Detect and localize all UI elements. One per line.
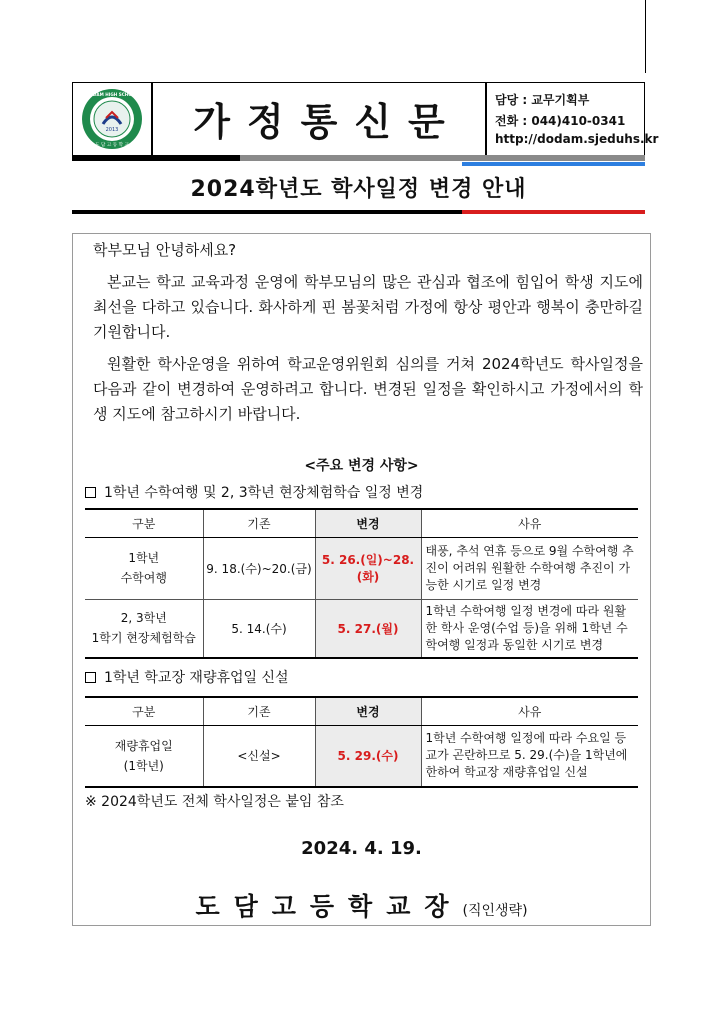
contact-info [486, 82, 659, 155]
school-logo [72, 82, 152, 155]
table-row [85, 725, 638, 787]
original-date: 9. 18.(수)~20.(금) [203, 537, 315, 599]
contact-website[interactable]: http://dodam.sjeduhs.kr [495, 132, 659, 146]
category-cell [85, 599, 203, 658]
section1-heading-text: 1학년 수학여행 및 2, 3학년 현장체험학습 일정 변경 [104, 485, 424, 501]
category-line: 2, 3학년 [120, 611, 167, 625]
svg-text:도 담 고 등 학 교: 도 담 고 등 학 교 [94, 142, 129, 148]
greeting: 학부모님 안녕하세요? [93, 241, 237, 259]
title-rule-red [462, 210, 645, 214]
table-row [85, 599, 638, 658]
issue-date: 2024. 4. 19. [301, 838, 422, 859]
contact-border [486, 0, 646, 73]
table-row [85, 537, 638, 599]
section-heading: <주요 변경 사항> [304, 458, 419, 474]
changed-date: 5. 26.(일)~28.(화) [315, 537, 421, 599]
category-line: (1학년) [123, 758, 164, 773]
svg-text:DODAM HIGH SCHOOL: DODAM HIGH SCHOOL [85, 91, 138, 97]
column-header-original: 기존 [203, 697, 315, 725]
column-header-category: 구분 [85, 509, 203, 537]
contact-department: 담당 : 교무기획부 [495, 93, 590, 107]
column-header-reason: 사유 [421, 509, 638, 537]
header-stripe-blue [462, 162, 645, 166]
schedule-change-table [85, 508, 638, 659]
discretionary-holiday-table [85, 696, 638, 788]
principal-signature [72, 887, 651, 923]
column-header-category: 구분 [85, 697, 203, 725]
contact-phone: 전화 : 044)410-0341 [495, 114, 626, 128]
document-title: 2024학년도 학사일정 변경 안내 [190, 177, 527, 202]
checkbox-square-icon [85, 487, 96, 498]
svg-text:2013: 2013 [105, 126, 118, 133]
paragraph-purpose: 원활한 학사운영을 위하여 학교운영위원회 심의를 거쳐 2024학년도 학사일정을 다음과 같이 변경하여 운영하려고 합니다. 변경된 일정을 확인하시고 가정에서의 학생 지도에 참고하시기 바랍니다. [93, 355, 643, 423]
category-cell [85, 537, 203, 599]
section2-heading [85, 667, 289, 687]
column-header-changed: 변경 [315, 697, 421, 725]
category-line: 1학년 [128, 551, 160, 565]
original-date: 5. 14.(수) [203, 599, 315, 658]
column-header-original: 기존 [203, 509, 315, 537]
category-cell [85, 725, 203, 787]
newsletter-title-cell [152, 82, 486, 155]
title-rule-black [72, 210, 462, 214]
attachment-note: ※ 2024학년도 전체 학사일정은 붙임 참조 [85, 794, 344, 810]
column-header-changed: 변경 [315, 509, 421, 537]
reason-cell: 1학년 수학여행 일정 변경에 따라 원활한 학사 운영(수업 등)을 위해 1학년 수학여행 일정과 동일한 시기로 변경 [421, 599, 638, 658]
principal-name: 도담고등학교장 [195, 892, 463, 921]
section1-heading [85, 482, 423, 502]
reason-cell: 태풍, 추석 연휴 등으로 9월 수학여행 추진이 어려워 원활한 수학여행 추진이 가능한 시기로 일정 변경 [421, 537, 638, 599]
changed-date: 5. 29.(수) [315, 725, 421, 787]
original-date: <신설> [203, 725, 315, 787]
category-line: 수학여행 [120, 571, 167, 585]
header-stripe-black [72, 155, 240, 161]
school-emblem-icon [81, 88, 143, 150]
reason-cell: 1학년 수학여행 일정에 따라 수요일 등교가 곤란하므로 5. 29.(수)을 1학년에 한하여 학교장 재량휴업일 신설 [421, 725, 638, 787]
category-line: 1학기 현장체험학습 [91, 631, 196, 645]
checkbox-square-icon [85, 672, 96, 683]
category-line: 재량휴업일 [114, 738, 173, 753]
section2-heading-text: 1학년 학교장 재량휴업일 신설 [104, 670, 289, 686]
paragraph-intro: 본교는 학교 교육과정 운영에 학부모님의 많은 관심과 협조에 힘입어 학생 지도에 최선을 다하고 있습니다. 화사하게 핀 봄꽃처럼 가정에 항상 평안과 행복이 충만하길 기원합니다. [93, 273, 643, 341]
changed-date: 5. 27.(월) [315, 599, 421, 658]
column-header-reason: 사유 [421, 697, 638, 725]
newsletter-title: 가정통신문 [193, 100, 462, 144]
seal-omitted-note: (직인생략) [462, 903, 528, 919]
header-stripe-gray [240, 155, 645, 161]
